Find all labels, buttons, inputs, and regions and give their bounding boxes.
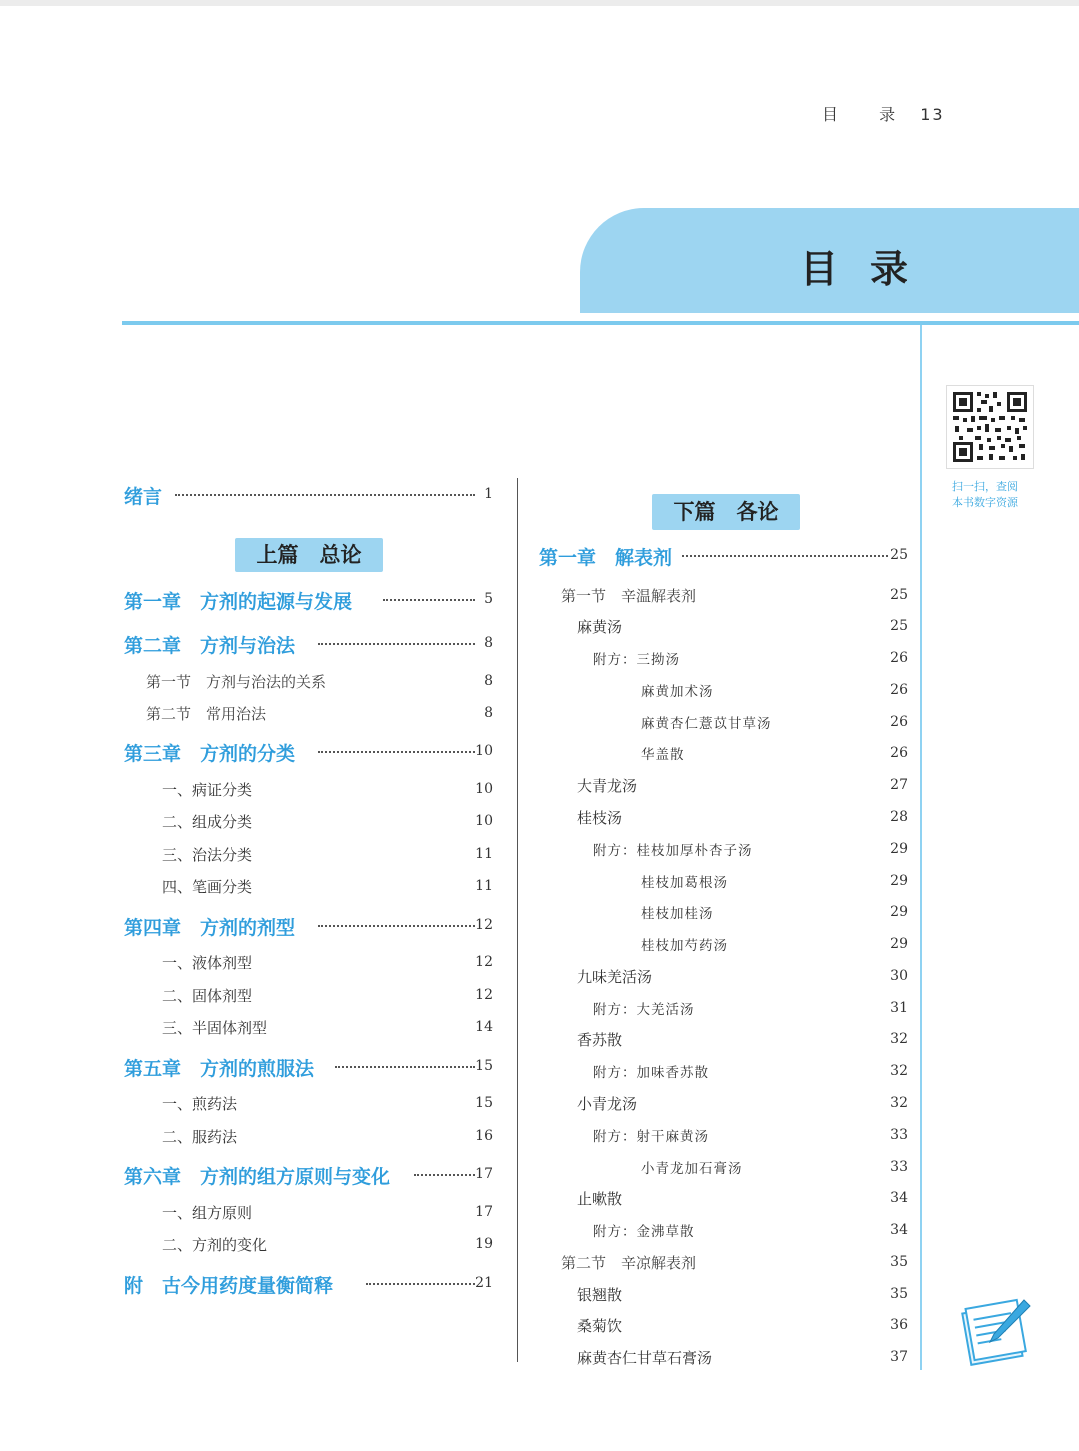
toc-page: 31 bbox=[890, 1000, 908, 1016]
toc-page: 37 bbox=[890, 1349, 908, 1365]
part-badge-upper: 上篇 总论 bbox=[235, 538, 383, 572]
toc-page: 15 bbox=[475, 1095, 493, 1111]
toc-page: 33 bbox=[890, 1159, 908, 1175]
toc-page: 36 bbox=[890, 1317, 908, 1333]
toc-page: 10 bbox=[475, 743, 493, 759]
toc-item[interactable]: 一、病证分类 bbox=[162, 781, 253, 799]
toc-page: 26 bbox=[890, 682, 908, 698]
toc-item[interactable]: 附方：金沸草散 bbox=[593, 1224, 695, 1240]
toc-page: 16 bbox=[475, 1128, 493, 1144]
toc-item[interactable]: 附方：大羌活汤 bbox=[593, 1002, 695, 1018]
toc-chapter-3[interactable]: 第三章 方剂的分类 bbox=[124, 743, 296, 765]
part-badge-lower: 下篇 各论 bbox=[652, 494, 800, 530]
toc-page: 25 bbox=[890, 618, 908, 634]
toc-item[interactable]: 麻黄汤 bbox=[577, 618, 623, 636]
leader-dots bbox=[318, 643, 475, 645]
toc-page: 32 bbox=[890, 1063, 908, 1079]
toc-item[interactable]: 华盖散 bbox=[641, 747, 685, 763]
running-header bbox=[822, 102, 945, 125]
toc-page: 30 bbox=[890, 968, 908, 984]
toc-item[interactable]: 小青龙汤 bbox=[577, 1095, 638, 1113]
toc-item[interactable]: 桂枝加芍药汤 bbox=[641, 938, 728, 954]
toc-item[interactable]: 麻黄杏仁薏苡甘草汤 bbox=[641, 716, 772, 732]
toc-section[interactable]: 第二节 常用治法 bbox=[146, 705, 267, 723]
toc-intro[interactable]: 绪言 bbox=[124, 486, 163, 508]
toc-page: 27 bbox=[890, 777, 908, 793]
toc-page: 26 bbox=[890, 714, 908, 730]
toc-item[interactable]: 一、煎药法 bbox=[162, 1095, 238, 1113]
toc-chapter-4[interactable]: 第四章 方剂的剂型 bbox=[124, 917, 296, 939]
toc-item[interactable]: 附方：三拗汤 bbox=[593, 652, 680, 668]
toc-item[interactable]: 二、固体剂型 bbox=[162, 987, 253, 1005]
toc-item[interactable]: 三、半固体剂型 bbox=[162, 1019, 268, 1037]
toc-item[interactable]: 麻黄加术汤 bbox=[641, 684, 714, 700]
toc-page: 17 bbox=[475, 1166, 493, 1182]
toc-page: 11 bbox=[475, 846, 493, 862]
toc-page: 32 bbox=[890, 1095, 908, 1111]
toc-page: 29 bbox=[890, 873, 908, 889]
toc-section[interactable]: 第一节 方剂与治法的关系 bbox=[146, 673, 327, 691]
notebook-pen-icon bbox=[960, 1296, 1032, 1368]
toc-item[interactable]: 一、组方原则 bbox=[162, 1204, 253, 1222]
leader-dots bbox=[383, 599, 475, 601]
toc-page: 29 bbox=[890, 841, 908, 857]
toc-item[interactable]: 一、液体剂型 bbox=[162, 954, 253, 972]
toc-chapter-1-jiebiao[interactable]: 第一章 解表剂 bbox=[539, 547, 673, 569]
toc-item[interactable]: 大青龙汤 bbox=[577, 777, 638, 795]
margin-rule bbox=[920, 325, 922, 1370]
qr-caption bbox=[952, 479, 1032, 511]
toc-page: 35 bbox=[890, 1254, 908, 1270]
page-number: 13 bbox=[920, 105, 945, 124]
toc-item[interactable]: 桂枝汤 bbox=[577, 809, 623, 827]
toc-chapter-1[interactable]: 第一章 方剂的起源与发展 bbox=[124, 591, 353, 613]
toc-page: 1 bbox=[484, 486, 493, 502]
toc-page: 5 bbox=[484, 591, 493, 607]
toc-item[interactable]: 九味羌活汤 bbox=[577, 968, 653, 986]
qr-code-icon[interactable] bbox=[946, 385, 1034, 469]
toc-page: 12 bbox=[475, 917, 493, 933]
leader-dots bbox=[318, 925, 475, 927]
leader-dots bbox=[335, 1066, 475, 1068]
leader-dots bbox=[175, 494, 475, 496]
toc-page: 29 bbox=[890, 936, 908, 952]
toc-page: 8 bbox=[484, 673, 493, 689]
toc-item[interactable]: 四、笔画分类 bbox=[162, 878, 253, 896]
toc-item[interactable]: 银翘散 bbox=[577, 1286, 623, 1304]
toc-item[interactable]: 桑菊饮 bbox=[577, 1317, 623, 1335]
toc-page: 25 bbox=[890, 547, 908, 563]
qr-caption-line1: 扫一扫，查阅 bbox=[952, 480, 1018, 493]
qr-caption-line2: 本书数字资源 bbox=[952, 496, 1018, 509]
toc-section[interactable]: 第一节 辛温解表剂 bbox=[561, 587, 697, 605]
toc-item[interactable]: 止嗽散 bbox=[577, 1190, 623, 1208]
toc-page: 34 bbox=[890, 1222, 908, 1238]
leader-dots bbox=[366, 1283, 475, 1285]
toc-item[interactable]: 二、服药法 bbox=[162, 1128, 238, 1146]
toc-page: 28 bbox=[890, 809, 908, 825]
toc-chapter-6[interactable]: 第六章 方剂的组方原则与变化 bbox=[124, 1166, 391, 1188]
toc-page: 34 bbox=[890, 1190, 908, 1206]
toc-page: 11 bbox=[475, 878, 493, 894]
header-rule bbox=[122, 321, 1079, 325]
toc-page: 8 bbox=[484, 705, 493, 721]
toc-item[interactable]: 二、组成分类 bbox=[162, 813, 253, 831]
toc-item[interactable]: 三、治法分类 bbox=[162, 846, 253, 864]
toc-item[interactable]: 桂枝加葛根汤 bbox=[641, 875, 728, 891]
toc-page: 25 bbox=[890, 587, 908, 603]
toc-page: 17 bbox=[475, 1204, 493, 1220]
toc-page: 29 bbox=[890, 904, 908, 920]
page-title: 目录 bbox=[800, 246, 941, 291]
leader-dots bbox=[682, 555, 888, 557]
toc-page: 10 bbox=[475, 813, 493, 829]
toc-item[interactable]: 香苏散 bbox=[577, 1031, 623, 1049]
toc-item[interactable]: 附方：射干麻黄汤 bbox=[593, 1129, 709, 1145]
toc-page: 32 bbox=[890, 1031, 908, 1047]
toc-page: 10 bbox=[475, 781, 493, 797]
toc-item[interactable]: 二、方剂的变化 bbox=[162, 1236, 268, 1254]
toc-page: 19 bbox=[475, 1236, 493, 1252]
toc-page: 21 bbox=[475, 1275, 493, 1291]
toc-page: 12 bbox=[475, 987, 493, 1003]
toc-page: 12 bbox=[475, 954, 493, 970]
column-divider bbox=[517, 478, 518, 1362]
toc-page: 33 bbox=[890, 1127, 908, 1143]
toc-item[interactable]: 附方：加味香苏散 bbox=[593, 1065, 709, 1081]
top-band bbox=[0, 0, 1079, 6]
toc-chapter-2[interactable]: 第二章 方剂与治法 bbox=[124, 635, 296, 657]
toc-item[interactable]: 桂枝加桂汤 bbox=[641, 906, 714, 922]
toc-item[interactable]: 附方：桂枝加厚朴杏子汤 bbox=[593, 843, 753, 859]
toc-page: 14 bbox=[475, 1019, 493, 1035]
toc-page: 15 bbox=[475, 1058, 493, 1074]
toc-page: 35 bbox=[890, 1286, 908, 1302]
toc-chapter-5[interactable]: 第五章 方剂的煎服法 bbox=[124, 1058, 315, 1080]
toc-section[interactable]: 第二节 辛凉解表剂 bbox=[561, 1254, 697, 1272]
toc-item[interactable]: 小青龙加石膏汤 bbox=[641, 1161, 743, 1177]
toc-page: 26 bbox=[890, 745, 908, 761]
toc-appendix[interactable]: 附 古今用药度量衡简释 bbox=[124, 1275, 334, 1297]
toc-page: 26 bbox=[890, 650, 908, 666]
toc-item[interactable]: 麻黄杏仁甘草石膏汤 bbox=[577, 1349, 713, 1367]
running-header-label: 目 录 bbox=[822, 105, 914, 124]
leader-dots bbox=[318, 751, 475, 753]
toc-page: 8 bbox=[484, 635, 493, 651]
